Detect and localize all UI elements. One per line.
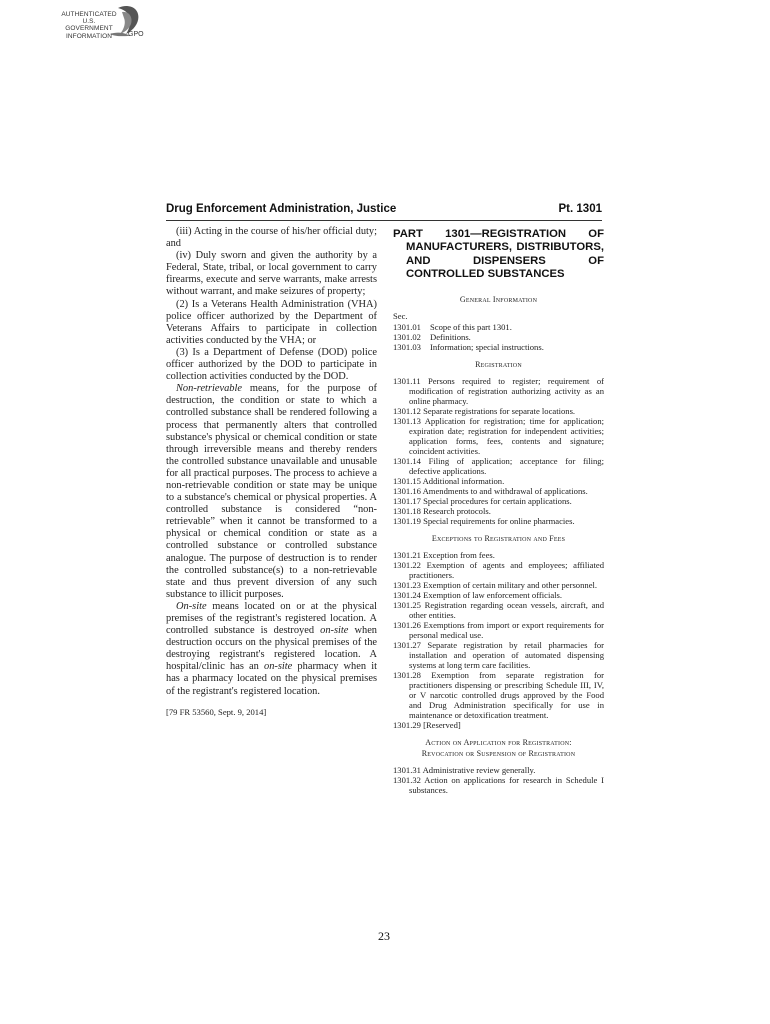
sec-label: Sec. [393, 311, 408, 322]
toc-entry[interactable]: 1301.16 Amendments to and withdrawal of applications. [393, 486, 588, 497]
section-heading-general: General Information [459, 295, 538, 305]
toc-entry[interactable]: 1301.32 Action on applications for research in Schedule I substances. [393, 775, 604, 796]
defined-term: Non-retrievable [176, 383, 242, 395]
left-column [166, 226, 377, 718]
section-number: 1301.02 [393, 332, 421, 343]
header-rule [166, 220, 602, 221]
toc-entry[interactable] [393, 332, 604, 342]
part-number: Pt. 1301 [558, 203, 602, 215]
definition-non-retrievable [166, 383, 377, 601]
definition-text: means, for the purpose of destruction, the condition or state to which a controlled substance shall be rendered following a process that permanently alters that controlled substance's physical or chemical condition or state through irreversible means and thereby renders the controlled substance unavailable and unusable for all practical purposes. The process to achieve a non-retrievable condition or state may be unique to a substance's chemical or physical properties. A controlled substance is considered “non-retrievable” when it cannot be transformed to a physical or chemical condition or state as a controlled substance or controlled substance analogue. The purpose of destruction is to render the controlled substance(s) to a non-retrievable state and thus prevent diversion of any such substance to illicit purposes. [166, 383, 377, 600]
page-number: 23 [378, 929, 390, 943]
seal-line: AUTHENTICATED [61, 11, 117, 18]
toc-entry[interactable]: 1301.11 Persons required to register; requirement of modification of registration authorizing activity as an online pharmacy. [393, 376, 604, 407]
definition-text: pharmacy when it has a pharmacy located on the physical premises of the registrant's registered location. [166, 661, 377, 697]
toc-entry[interactable]: 1301.15 Additional information. [393, 476, 505, 487]
italic-term: on-site [264, 661, 293, 673]
paragraph: (2) Is a Veterans Health Administration (VHA) police officer authorized by the Department of Veterans Affairs to participate in collection activities conducted by the VHA; or [166, 298, 377, 346]
source-citation: [79 FR 53560, Sept. 9, 2014] [166, 706, 267, 717]
section-heading-exceptions: Exceptions to Registration and Fees [431, 534, 566, 544]
toc-entry[interactable]: 1301.31 Administrative review generally. [393, 765, 536, 776]
authentication-seal [30, 4, 142, 44]
toc-entry[interactable]: 1301.19 Special requirements for online pharmacies. [393, 516, 575, 527]
paragraph: (iii) Acting in the course of his/her official duty; and [166, 226, 377, 250]
definition-on-site [166, 601, 377, 698]
section-number: 1301.03 [393, 342, 421, 353]
section-title: Scope of this part 1301. [430, 322, 512, 333]
toc-entry[interactable]: 1301.27 Separate registration by retail pharmacies for installation and operation of automated dispensing systems at long term care facilities. [393, 640, 604, 671]
toc-entry[interactable]: 1301.29 [Reserved] [393, 720, 461, 731]
toc-entry[interactable]: 1301.12 Separate registrations for separate locations. [393, 406, 576, 417]
toc-entry[interactable]: 1301.23 Exemption of certain military and other personnel. [393, 580, 598, 591]
section-heading-registration: Registration [475, 360, 522, 370]
running-head [166, 203, 602, 219]
toc-entry[interactable] [393, 322, 604, 332]
toc-entry[interactable]: 1301.25 Registration regarding ocean vessels, aircraft, and other entities. [393, 600, 604, 621]
paragraph: (iv) Duly sworn and given the authority by a Federal, State, tribal, or local government to carry firearms, execute and serve warrants, make arrests without warrant, and make seizures of property; [166, 250, 377, 298]
section-number: 1301.01 [393, 322, 421, 333]
toc-entry[interactable]: 1301.14 Filing of application; acceptance for filing; defective applications. [393, 456, 604, 477]
section-heading-action [393, 738, 604, 759]
right-column [393, 228, 604, 795]
toc-entry[interactable]: 1301.17 Special procedures for certain applications. [393, 496, 572, 507]
toc-entry[interactable]: 1301.21 Exception from fees. [393, 550, 495, 561]
definition-text: means located on or at the physical premises of the registrant's registered location. A controlled substance is destroyed [166, 600, 377, 637]
seal-gpo-label: GPO [128, 31, 144, 38]
toc-entry[interactable]: 1301.22 Exemption of agents and employees; affiliated practitioners. [393, 560, 604, 581]
part-title-text: PART 1301—REGISTRATION OF MANUFACTURERS, DISTRIBUTORS, AND DISPENSERS OF CONTROLLED SUBSTANCES [393, 228, 604, 280]
section-heading-line: Revocation or Suspension of Registration [421, 748, 576, 758]
toc-entry[interactable]: 1301.24 Exemption of law enforcement officials. [393, 590, 563, 601]
agency-title: Drug Enforcement Administration, Justice [166, 203, 397, 215]
paragraph: (3) Is a Department of Defense (DOD) police officer authorized by the DOD to participate in collection activities conducted by the DOD. [166, 346, 377, 383]
toc-entry[interactable]: 1301.18 Research protocols. [393, 506, 491, 517]
section-heading-line: Action on Application for Registration: [425, 738, 572, 748]
toc-entry[interactable]: 1301.26 Exemptions from import or export requirements for personal medical use. [393, 620, 604, 641]
toc-entry[interactable]: 1301.13 Application for registration; time for application; expiration date; registration for independent activities; application forms, fees, contents and signature; coincident activities. [393, 416, 604, 457]
part-title [393, 228, 604, 281]
defined-term: On-site [176, 600, 207, 612]
italic-term: on-site [320, 625, 349, 637]
section-title: Definitions. [430, 332, 471, 343]
definition-text: when destruction occurs on the physical premises of the destroying registrant's registered location. A hospital/clinic has an [166, 625, 377, 673]
toc-entry[interactable] [393, 342, 604, 352]
seal-text [61, 11, 117, 40]
toc-entry[interactable]: 1301.28 Exemption from separate registration for practitioners dispensing or prescribing Schedule III, IV, or V narcotic controlled drugs approved by the Food and Drug Administration specifically for use in maintenance or detoxification treatment. [393, 670, 604, 721]
seal-line: U.S. GOVERNMENT [65, 18, 113, 33]
seal-line: INFORMATION [65, 32, 113, 40]
section-title: Information; special instructions. [430, 342, 544, 353]
